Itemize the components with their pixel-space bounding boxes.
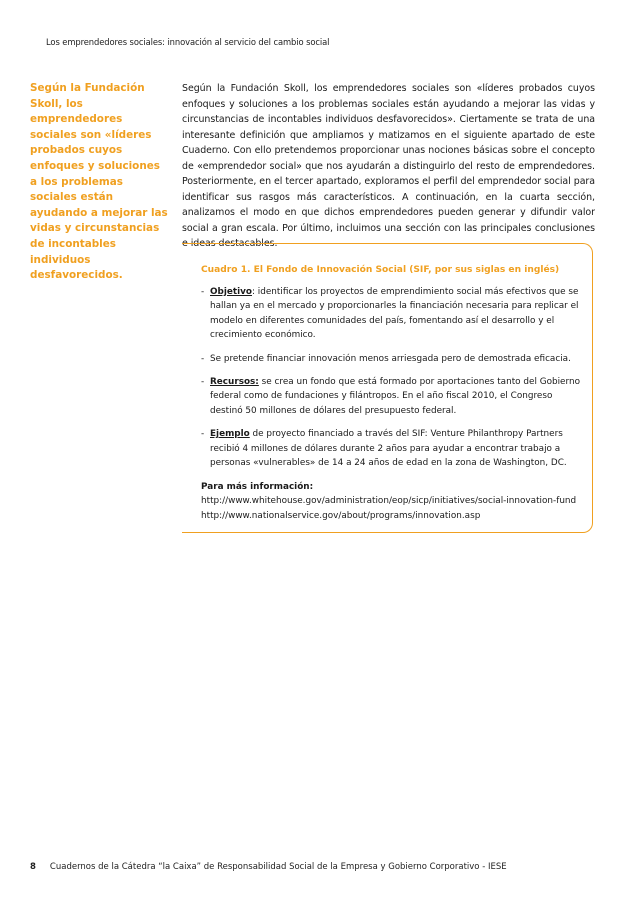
footer-text: Cuadernos de la Cátedra “la Caixa” de Responsabilidad Social de la Empresa y Gobierno Corporativo - IESE: [49, 862, 507, 872]
item-key: Recursos:: [210, 376, 259, 387]
body-paragraph: Según la Fundación Skoll, los emprendedores sociales son «líderes probados cuyos enfoques y soluciones a los problemas sociales están ayudando a mejorar las vidas y circunstancias de incontables individuos desfavorecidos». Ciertamente se trata de una interesante definición que ampliamos y matizamos en el siguiente apartado de este Cuaderno. Con ello pretendemos proporcionar unas nociones básicas sobre el concepto de «emprendedor social» que nos ayudarán a distinguirlo del resto de emprendedores. Posteriormente, en el tercer apartado, exploramos el perfil del emprendedor social para identificar sus rasgos más característicos. A continuación, en la cuarta sección, analizamos el modo en que dichos emprendedores pueden generar y difundir valor social a gran escala. Por último, incluimos una sección con las principales conclusiones e ideas destacables.: [182, 83, 595, 249]
item-key: Ejemplo: [210, 429, 250, 440]
page-number: 8: [30, 862, 36, 872]
item-text: de proyecto financiado a través del SIF: Venture Philanthropy Partners recibió 4 millones de dólares durante 2 años para ayudar a encontrar trabajo a personas «vulnerables» de 14 a 24 años de edad en la zona de Washington, DC.: [210, 429, 567, 469]
pull-quote: Según la Fundación Skoll, los emprendedores sociales son «líderes probados cuyos enfoques y soluciones a los problemas sociales están ayudando a mejorar las vidas y circunstancias de incontables individuos desfavorecidos.: [30, 82, 168, 282]
link-whitehouse[interactable]: http://www.whitehouse.gov/administration/eop/sicp/initiatives/social-innovation-fund: [201, 496, 577, 507]
list-item: [201, 375, 581, 419]
list-dash: -: [201, 429, 205, 440]
list-item: [201, 427, 581, 471]
list-dash: -: [201, 353, 205, 364]
more-info-title: Para más información:: [201, 481, 314, 492]
item-text: se crea un fondo que está formado por aportaciones tanto del Gobierno federal como de fundaciones y filántropos. En el año fiscal 2010, el Congreso destinó 50 millones de dólares del presupuesto federal.: [210, 376, 580, 416]
list-item: [201, 285, 581, 343]
list-item: [201, 352, 581, 367]
running-header: Los emprendedores sociales: innovación al servicio del cambio social: [46, 37, 330, 47]
item-text: Se pretende financiar innovación menos arriesgada pero de demostrada eficacia.: [210, 353, 571, 364]
item-key: Objetivo: [210, 286, 252, 297]
list-dash: -: [201, 286, 205, 297]
sidebar-box: [201, 263, 581, 523]
item-text: : identificar los proyectos de emprendimiento social más efectivos que se hallan ya en el mercado y proporcionarles la financiación necesaria para replicar el modelo en diferentes comunidades del país, fomentando así el desarrollo y el crecimiento económico.: [210, 286, 579, 341]
link-nationalservice[interactable]: http://www.nationalservice.gov/about/programs/innovation.asp: [201, 510, 481, 521]
list-dash: -: [201, 376, 205, 387]
box-title: Cuadro 1. El Fondo de Innovación Social (SIF, por sus siglas en inglés): [201, 265, 560, 275]
page-footer: [30, 862, 507, 872]
